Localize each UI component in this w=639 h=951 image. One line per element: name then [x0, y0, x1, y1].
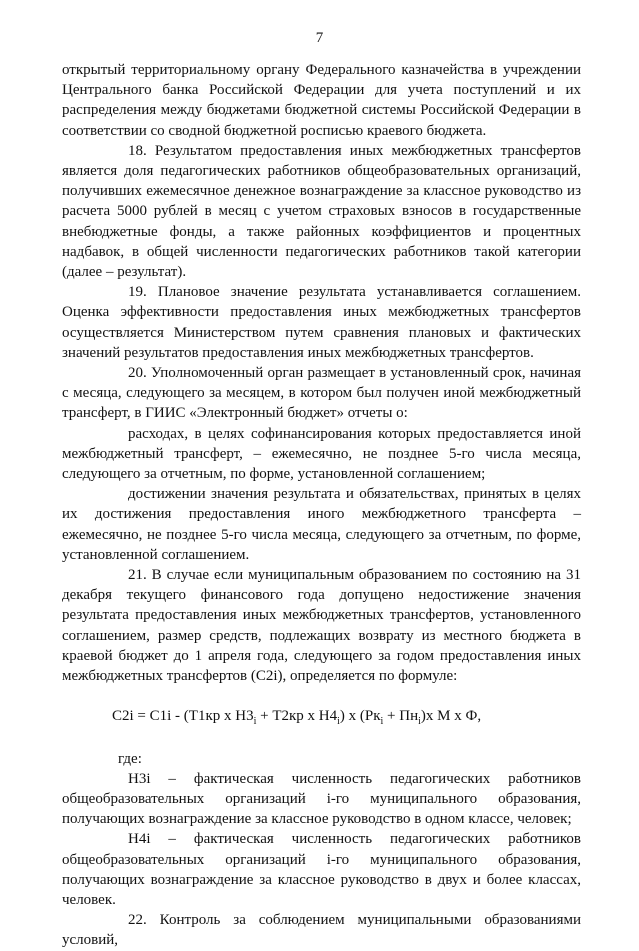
formula-part: С2i = С1i - (Т1кр х Н3: [112, 708, 254, 725]
definition-h4: Н4i – фактическая численность педагогических работников общеобразовательных организаций i-го муниципального образования, получающих вознаграждение за классное руководство в двух и более классах, человек.: [62, 831, 581, 908]
paragraph-where: где:: [118, 750, 142, 767]
paragraph-22: 22. Контроль за соблюдением муниципальными образованиями условий,: [62, 912, 581, 949]
formula-part: )х М х Ф,: [420, 708, 482, 725]
document-body: [62, 60, 581, 951]
formula-subscript: i: [418, 716, 421, 728]
paragraph-continuation: открытый территориальному органу Федерального казначейства в учреждении Центрального банка Российской Федерации для учета поступлений и их распределения между бюджетами бюджетной системы Российской Федерации в соответствии со сводной бюджетной росписью краевого бюджета.: [62, 62, 581, 139]
paragraph-18: 18. Результатом предоставления иных межбюджетных трансфертов является доля педагогических работников общеобразовательных организаций, получивших ежемесячное денежное вознаграждение за классное руководство из расчета 5000 рублей в месяц с учетом страховых взносов в государственные внебюджетные фонды, а также районных коэффициентов и процентных надбавок, в общей численности педагогических работников такой категории (далее – результат).: [62, 142, 581, 281]
paragraph-19: 19. Плановое значение результата устанавливается соглашением. Оценка эффективности предоставления иных межбюджетных трансфертов осуществляется Министерством путем сравнения плановых и фактических значений результатов предоставления иных межбюджетных трансфертов.: [62, 284, 581, 361]
formula-part: + Т2кр х Н4: [256, 708, 338, 725]
page-number: 7: [315, 30, 324, 46]
paragraph-20-results: достижении значения результата и обязательствах, принятых в целях их достижения предоставления иного межбюджетного трансферта – ежемесячно, не позднее 5-го числа месяца, следующего за отчетным, по форме, установленной соглашением.: [62, 486, 581, 563]
paragraph-21: 21. В случае если муниципальным образованием по состоянию на 31 декабря текущего финансового года допущено недостижение значения результата предоставления иных межбюджетных трансфертов, установленного соглашением, размер средств, подлежащих возврату из местного бюджета в краевой бюджет до 1 апреля года, следующего за годом предоставления иных межбюджетных трансфертов (С2i), определяется по формуле:: [62, 567, 581, 685]
formula-subscript: i: [337, 716, 340, 728]
formula: [62, 706, 581, 726]
paragraph-20-expenses: расходах, в целях софинансирования которых предоставляется иной межбюджетный трансферт, – ежемесячно, не позднее 5-го числа месяца, следующего за отчетным, по форме, установленной соглашением;: [62, 425, 581, 483]
formula-part: + Пн: [383, 708, 419, 725]
formula-part: ) х (Рк: [339, 708, 381, 725]
formula-subscript: i: [253, 716, 257, 728]
paragraph-20: 20. Уполномоченный орган размещает в установленный срок, начиная с месяца, следующего за месяцем, в котором был получен иной межбюджетный трансферт, в ГИИС «Электронный бюджет» отчеты о:: [62, 365, 581, 422]
definition-h3: Н3i – фактическая численность педагогических работников общеобразовательных организаций i-го муниципального образования, получающих вознаграждение за классное руководство в одном классе, человек;: [62, 770, 581, 828]
formula-subscript: i: [380, 716, 384, 728]
